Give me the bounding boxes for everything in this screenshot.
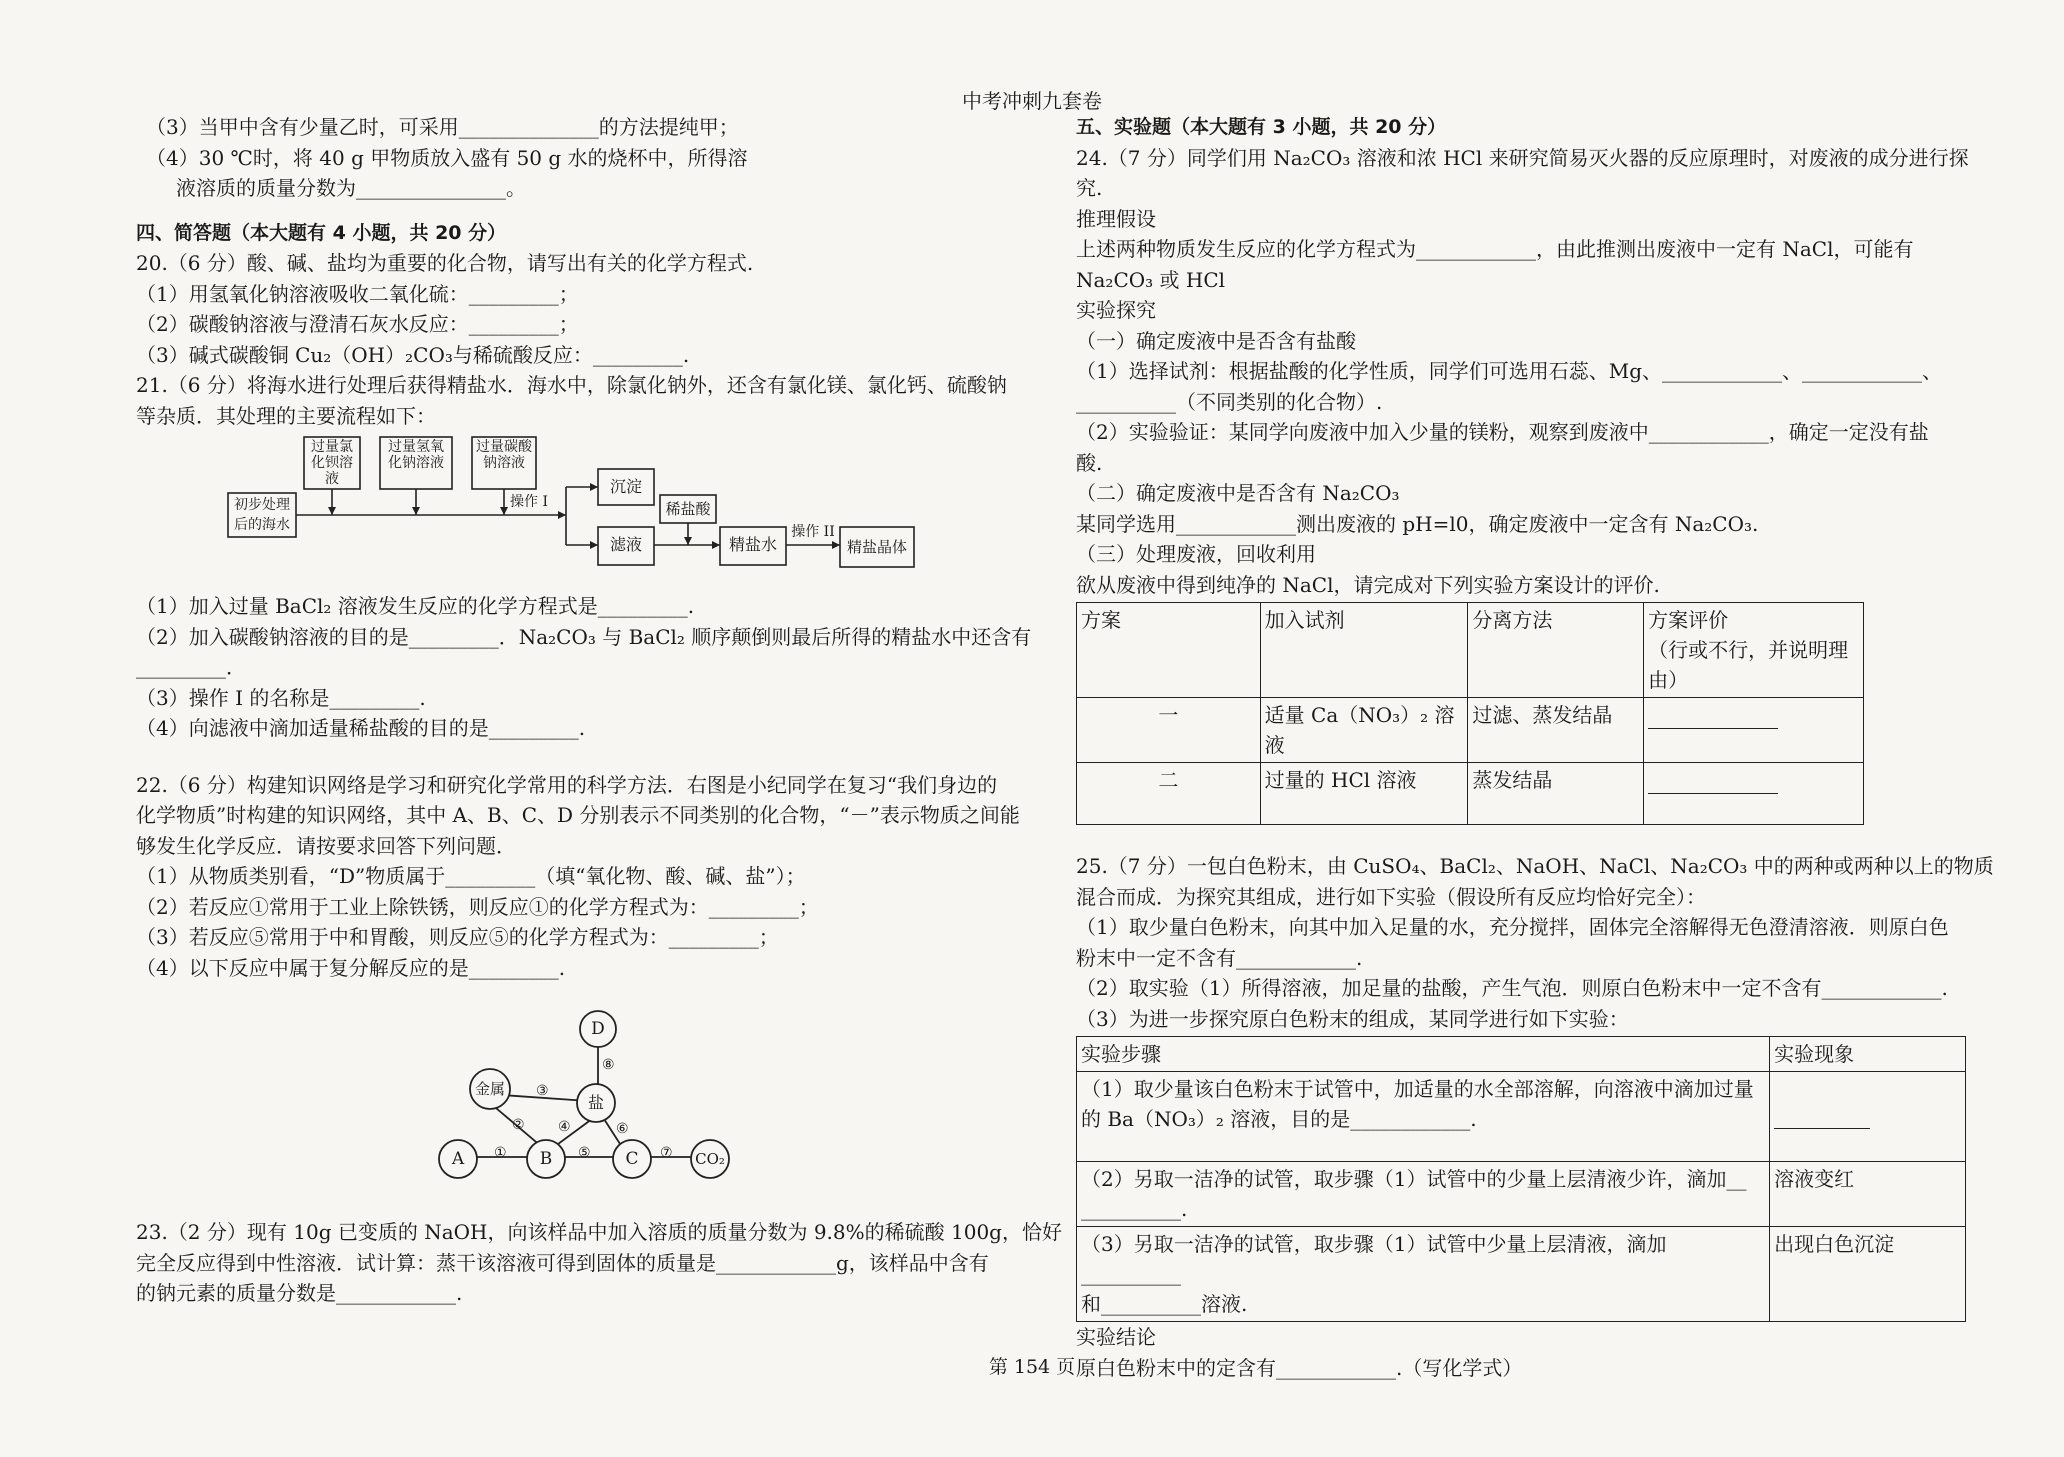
q22-line: 22.（6 分）构建知识网络是学习和研究化学常用的科学方法．右图是小纪同学在复习“我们身边的: [136, 772, 998, 797]
q21-line: （4）向滤液中滴加适量稀盐酸的目的是_________.: [136, 716, 586, 740]
conclusion-line: 原白色粉末中的定含有____________.（写化学式）: [1076, 1355, 1523, 1380]
evaluation-answer-cell[interactable]: [1644, 763, 1864, 825]
right-column: [1076, 112, 1994, 1383]
q24-line: 实验探究: [1076, 298, 1156, 322]
q21-flow-diagram: [226, 435, 966, 585]
flow-start-label: 初步处理后的海水: [234, 497, 290, 533]
table-header: 方案评价: [1648, 608, 1729, 632]
q21-intro: 等杂质．其处理的主要流程如下：: [136, 403, 436, 428]
node-salt-label: 盐: [587, 1093, 604, 1112]
q19-line: 液溶质的质量分数为_______________。: [176, 176, 526, 200]
step-cell: [1077, 1072, 1770, 1162]
flow-brine-label: 精盐水: [728, 535, 777, 554]
plan-cell: 二: [1077, 763, 1261, 825]
q25-line: （1）取少量白色粉末，向其中加入足量的水，充分搅拌，固体完全溶解得无色澄清溶液．则原白色: [1076, 915, 1949, 939]
step-line: （2）另取一洁净的试管，取步骤（1）试管中的少量上层清液少许，滴加__: [1081, 1167, 1747, 1191]
q24-line: 24.（7 分）同学们用 Na₂CO₃ 溶液和浓 HCl 来研究简易灭火器的反应原理时，对废液的成分进行探: [1076, 145, 1969, 170]
q21-line: （2）加入碳酸钠溶液的目的是_________．Na₂CO₃ 与 BaCl₂ 顺序颠倒则最后所得的精盐水中还含有: [136, 624, 1032, 649]
section-4-title: 四、简答题（本大题有 4 小题，共 20 分）: [136, 221, 507, 244]
q25-line: 混合而成．为探究其组成，进行如下实验（假设所有反应均恰好完全）：: [1076, 884, 1706, 909]
method-cell: 蒸发结晶: [1468, 763, 1644, 825]
table-row: [1077, 603, 1864, 698]
step-cell: [1077, 1162, 1770, 1227]
q24-line: 欲从废液中得到纯净的 NaCl，请完成对下列实验方案设计的评价.: [1076, 572, 1660, 597]
experiment-table: [1076, 1036, 1966, 1322]
flow-precipitate-label: 沉淀: [609, 477, 642, 496]
q24-line: 推理假设: [1076, 206, 1156, 231]
flow-reagent2-label: 过量氢氧化钠溶液: [388, 439, 444, 471]
q22-line: 化学物质”时构建的知识网络，其中 A、B、C、D 分别表示不同类别的化合物，“－”表示物质之间能: [136, 803, 1020, 827]
q23-line: 完全反应得到中性溶液．试计算：蒸干该溶液可得到固体的质量是____________g，该样品中含有: [136, 1250, 989, 1275]
q22-line: 够发生化学反应．请按要求回答下列问题．: [136, 833, 516, 858]
reaction-1-label: ①: [494, 1145, 507, 1161]
section-5-title: 五、实验题（本大题有 3 小题，共 20 分）: [1076, 116, 1447, 138]
q19-line: （4）30 ℃时，将 40 g 甲物质放入盛有 50 g 水的烧杯中，所得溶: [146, 145, 748, 170]
step-cell: [1077, 1227, 1770, 1322]
method-cell: 过滤、蒸发结晶: [1468, 698, 1644, 763]
q24-line: （一）确定废液中是否含有盐酸: [1076, 328, 1356, 353]
step-line: 的 Ba（NO₃）₂ 溶液，目的是____________.: [1081, 1107, 1477, 1131]
q25-line: 25.（7 分）一包白色粉末，由 CuSO₄、BaCl₂、NaOH、NaCl、Na₂CO₃ 中的两种或两种以上的物质: [1076, 854, 1994, 878]
table-row: [1077, 763, 1864, 825]
reaction-2-label: ②: [512, 1117, 525, 1133]
plan-evaluation-table: [1076, 602, 1864, 825]
page-number: 第 154 页: [988, 1356, 1076, 1378]
reaction-7-label: ⑦: [660, 1145, 673, 1161]
node-A-label: A: [451, 1149, 465, 1169]
q22-line: （2）若反应①常用于工业上除铁锈，则反应①的化学方程式为：_________；: [136, 894, 819, 919]
reagent-cell: 过量的 HCl 溶液: [1260, 763, 1468, 825]
q21-line: （1）加入过量 BaCl₂ 溶液发生反应的化学方程式是_________.: [136, 594, 695, 618]
phenomenon-cell: 溶液变红: [1770, 1162, 1966, 1227]
q24-line: Na₂CO₃ 或 HCl: [1076, 267, 1226, 292]
q19-line: （3）当甲中含有少量乙时，可采用______________的方法提纯甲；: [146, 115, 739, 139]
q20-line: （2）碳酸钠溶液与澄清石灰水反应：_________；: [136, 312, 579, 336]
q21-line: （3）操作 I 的名称是_________.: [136, 685, 426, 710]
q20-line: （3）碱式碳酸铜 Cu₂（OH）₂CO₃与稀硫酸反应：_________.: [136, 342, 690, 367]
q23-line: 的钠元素的质量分数是____________.: [136, 1281, 463, 1305]
flow-reagent1-label: 过量氯化钡溶液: [311, 439, 353, 487]
flow-op2-label: 操作 II: [791, 524, 835, 540]
q22-line: （1）从物质类别看，“D”物质属于_________（填“氧化物、酸、碱、盐”）；: [136, 864, 806, 888]
node-CO2-label: CO₂: [695, 1150, 725, 1168]
reaction-8-label: ⑧: [602, 1057, 615, 1073]
q24-line: （二）确定废液中是否含有 Na₂CO₃: [1076, 481, 1400, 505]
table-header: 加入试剂: [1260, 603, 1468, 698]
conclusion-line: 实验结论: [1076, 1325, 1156, 1349]
q23-line: 23.（2 分）现有 10g 已变质的 NaOH，向该样品中加入溶质的质量分数为 9.8%的稀硫酸 100g，恰好: [136, 1220, 1062, 1244]
flow-crystal-label: 精盐晶体: [846, 538, 907, 556]
q24-line: （三）处理废液，回收利用: [1076, 542, 1316, 566]
node-D-label: D: [591, 1019, 605, 1039]
table-header-note: （行或不行，并说明理由）: [1648, 638, 1849, 692]
phenomenon-cell: 出现白色沉淀: [1770, 1227, 1966, 1322]
flow-reagent3-label: 过量碳酸钠溶液: [476, 439, 532, 471]
reaction-6-label: ⑥: [616, 1121, 629, 1137]
reaction-5-label: ⑤: [578, 1145, 591, 1161]
q22-line: （4）以下反应中属于复分解反应的是_________.: [136, 955, 566, 980]
q24-line: 究.: [1076, 176, 1103, 200]
flow-acid-label: 稀盐酸: [665, 500, 711, 518]
plan-cell: 一: [1077, 698, 1261, 763]
table-row: [1077, 1227, 1966, 1322]
q25-line: （3）为进一步探究原白色粉末的组成，某同学进行如下实验：: [1076, 1006, 1629, 1031]
table-row: [1077, 1037, 1966, 1072]
q25-line: 粉末中一定不含有____________.: [1076, 945, 1363, 970]
flow-filtrate-label: 滤液: [609, 535, 642, 554]
flow-op1-label: 操作 I: [510, 494, 548, 510]
node-metal-label: 金属: [474, 1080, 505, 1098]
table-header: 分离方法: [1468, 603, 1644, 698]
table-row: [1077, 1162, 1966, 1227]
table-row: [1077, 698, 1864, 763]
q20-line: （1）用氢氧化钠溶液吸收二氧化硫：_________；: [136, 281, 579, 306]
evaluation-answer-cell[interactable]: [1644, 698, 1864, 763]
q24-line: 上述两种物质发生反应的化学方程式为____________，由此推测出废液中一定有 NaCl，可能有: [1076, 237, 1914, 261]
q24-line: （2）实验验证：某同学向废液中加入少量的镁粉，观察到废液中____________，确定一定没有盐: [1076, 420, 1929, 444]
reaction-4-label: ④: [558, 1119, 571, 1135]
table-header: 实验步骤: [1077, 1037, 1770, 1072]
table-header-cell: [1644, 603, 1864, 698]
q24-line: 某同学选用____________测出废液的 pH=l0，确定废液中一定含有 Na₂CO₃.: [1076, 511, 1759, 536]
table-header: 实验现象: [1770, 1037, 1966, 1072]
q21-intro: 21.（6 分）将海水进行处理后获得精盐水．海水中，除氯化钠外，还含有氯化镁、氯化钙、硫酸钠: [136, 373, 1007, 397]
q20-line: 20.（6 分）酸、碱、盐均为重要的化合物，请写出有关的化学方程式.: [136, 251, 754, 275]
step-line: __________.: [1081, 1197, 1188, 1221]
q22-network-diagram: [436, 1007, 756, 1197]
q24-line: 酸.: [1076, 450, 1103, 475]
phenomenon-answer-cell[interactable]: [1770, 1072, 1966, 1162]
left-column: [136, 112, 1062, 1309]
reaction-3-label: ③: [536, 1083, 549, 1099]
q24-line: __________（不同类别的化合物）.: [1076, 389, 1383, 414]
node-B-label: B: [539, 1149, 553, 1169]
step-line: 和__________溶液.: [1081, 1292, 1248, 1316]
q25-line: （2）取实验（1）所得溶液，加足量的盐酸，产生气泡．则原白色粉末中一定不含有____________.: [1076, 976, 1948, 1000]
reagent-cell: 适量 Ca（NO₃）₂ 溶液: [1260, 698, 1468, 763]
step-line: （1）取少量该白色粉末于试管中，加适量的水全部溶解，向溶液中滴加过量: [1081, 1077, 1754, 1101]
step-line: （3）另取一洁净的试管，取步骤（1）试管中少量上层清液，滴加__________: [1081, 1232, 1667, 1286]
node-C-label: C: [625, 1149, 639, 1169]
q21-line: _________．: [136, 655, 246, 679]
q24-line: （1）选择试剂：根据盐酸的化学性质，同学们可选用石蕊、Mg、____________、____________、: [1076, 359, 1943, 383]
q22-line: （3）若反应⑤常用于中和胃酸，则反应⑤的化学方程式为：_________；: [136, 925, 779, 949]
table-row: [1077, 1072, 1966, 1162]
table-header: 方案: [1077, 603, 1261, 698]
page-header: 中考冲刺九套卷: [962, 89, 1102, 113]
